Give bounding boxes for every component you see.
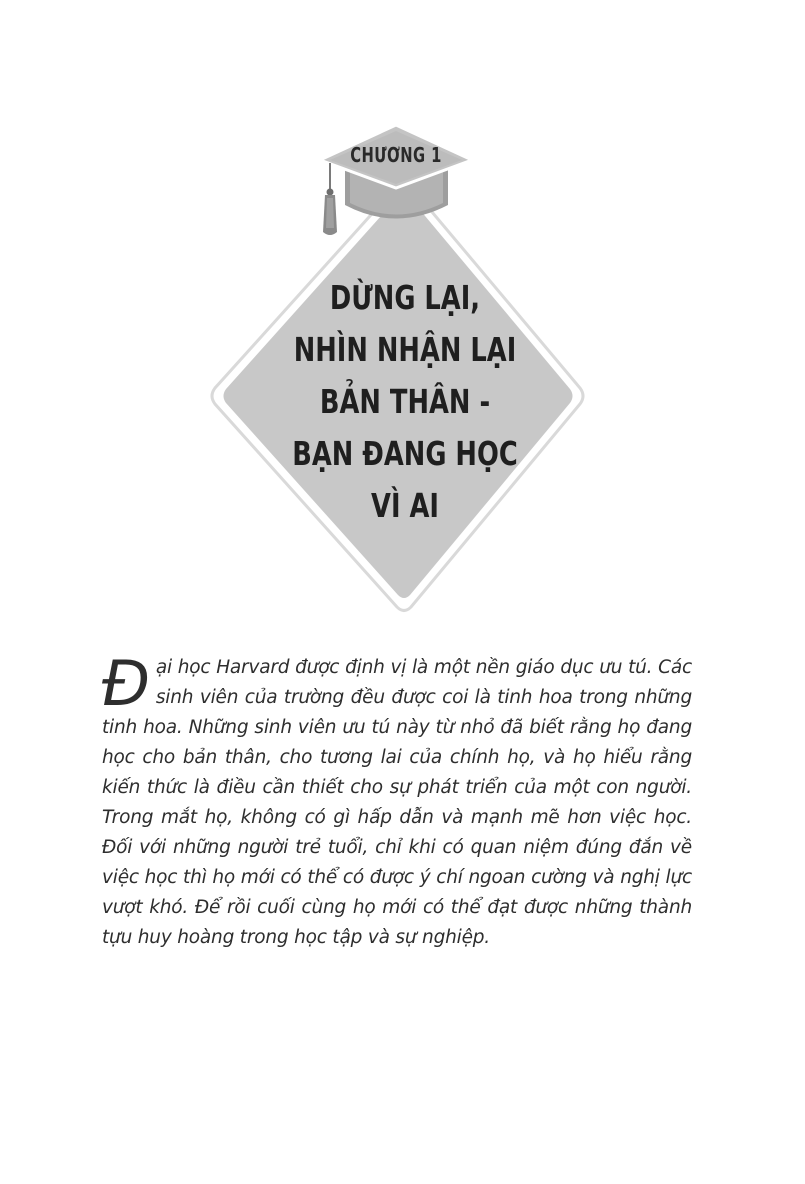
tassel-icon	[323, 163, 337, 235]
drop-cap: Đ	[102, 647, 150, 720]
chapter-title	[260, 272, 550, 532]
body-text: ại học Harvard được định vị là một nền giáo dục ưu tú. Các sinh viên của trường đều được coi là tinh hoa trong những tinh hoa. Những sinh viên ưu tú này từ nhỏ đã biết rằng họ đang học cho bản thân, cho tương lai của chính họ, và họ hiểu rằng kiến thức là điều cần thiết cho sự phát triển của một con người. Trong mắt họ, không có gì hấp dẫn và mạnh mẽ hơn việc học. Đối với những người trẻ tuổi, chỉ khi có quan niệm đúng đắn về việc học thì họ mới có thể có được ý chí ngoan cường và nghị lực vượt khó. Để rồi cuối cùng họ mới có thể đạt được những thành tựu huy hoàng trong học tập và sự nghiệp.	[102, 657, 692, 948]
chapter-title-line: BẢN THÂN -	[319, 382, 491, 421]
chapter-label: CHƯƠNG 1	[350, 143, 442, 167]
chapter-title-line: NHÌN NHẬN LẠI	[293, 330, 517, 369]
chapter-title-line: DỪNG LẠI,	[329, 278, 481, 317]
chapter-title-line: VÌ AI	[371, 486, 439, 525]
chapter-title-line: BẠN ĐANG HỌC	[292, 434, 518, 473]
body-paragraph	[102, 647, 692, 953]
